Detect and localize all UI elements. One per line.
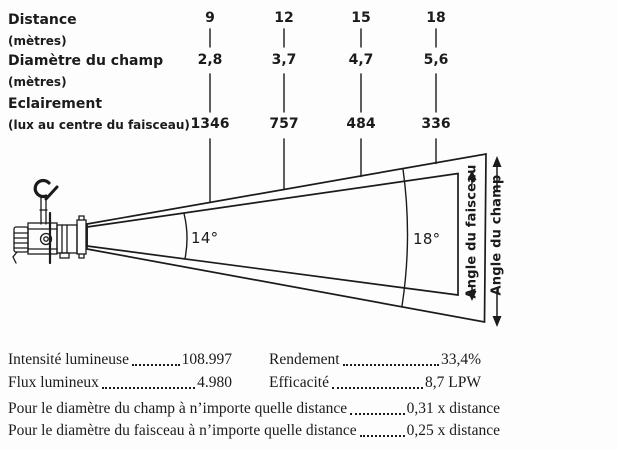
- field-diameter-formula-row: [8, 399, 500, 418]
- distance-value: 18: [426, 10, 446, 26]
- field-diameter-value: 5,6: [423, 52, 449, 68]
- luminous-flux-row: [8, 373, 232, 392]
- dot-leader: [343, 363, 439, 366]
- distance-label: Distance: [8, 12, 77, 28]
- field-diameter-formula-value: 0,31 x distance: [406, 400, 500, 417]
- efficacy-value: 8,7 LPW: [425, 374, 481, 391]
- dot-leader: [360, 434, 405, 437]
- illuminance-value: 1346: [190, 116, 230, 132]
- field-diameter-unit: (mètres): [8, 75, 67, 89]
- beam-diameter-formula-value: 0,25 x distance: [406, 422, 500, 439]
- field-angle-arc: [402, 169, 408, 306]
- luminous-intensity-value: 108.997: [181, 351, 232, 368]
- distance-value: 12: [274, 10, 294, 26]
- illuminance-value: 484: [346, 116, 376, 132]
- beam-angle-value: 14°: [191, 229, 219, 247]
- field-angle-value: 18°: [413, 230, 441, 248]
- illuminance-unit: (lux au centre du faisceau): [8, 118, 190, 132]
- beam-diameter-formula-label: Pour le diamètre du faisceau à n’importe quelle distance: [8, 422, 357, 439]
- dot-leader: [132, 363, 180, 366]
- illuminance-value: 336: [421, 116, 451, 132]
- luminous-intensity-row: [8, 350, 232, 369]
- dot-leader: [332, 386, 423, 389]
- dot-leader: [350, 412, 404, 415]
- spotlight-fixture: [13, 181, 86, 263]
- distance-unit: (mètres): [8, 34, 67, 48]
- efficiency-pct-value: 33,4%: [440, 351, 481, 368]
- luminous-flux-label: Flux lumineux: [8, 374, 99, 391]
- beam-angle-arc: [184, 214, 187, 259]
- field-diameter-value: 2,8: [197, 52, 223, 68]
- field-diameter-label: Diamètre du champ: [8, 53, 164, 69]
- field-diameter-formula-label: Pour le diamètre du champ à n’importe quelle distance: [8, 400, 348, 417]
- distance-value: 9: [205, 10, 215, 26]
- efficiency-pct-label: Rendement: [269, 351, 340, 368]
- field-angle-axis-label: Angle du champ: [489, 174, 505, 296]
- field-diameter-value: 3,7: [271, 52, 297, 68]
- luminous-intensity-label: Intensité lumineuse: [8, 351, 129, 368]
- beam-diameter-formula-row: [8, 421, 500, 440]
- field-diameter-value: 4,7: [348, 52, 374, 68]
- distance-value: 15: [351, 10, 371, 26]
- luminous-flux-value: 4.980: [197, 374, 232, 391]
- efficacy-label: Efficacité: [269, 374, 329, 391]
- efficiency-pct-row: [269, 350, 481, 369]
- illuminance-value: 757: [269, 116, 299, 132]
- efficacy-row: [269, 373, 481, 392]
- dot-leader: [102, 386, 195, 389]
- illuminance-label: Eclairement: [8, 96, 103, 112]
- beam-angle-axis-label: Angle du faisceau: [464, 164, 480, 299]
